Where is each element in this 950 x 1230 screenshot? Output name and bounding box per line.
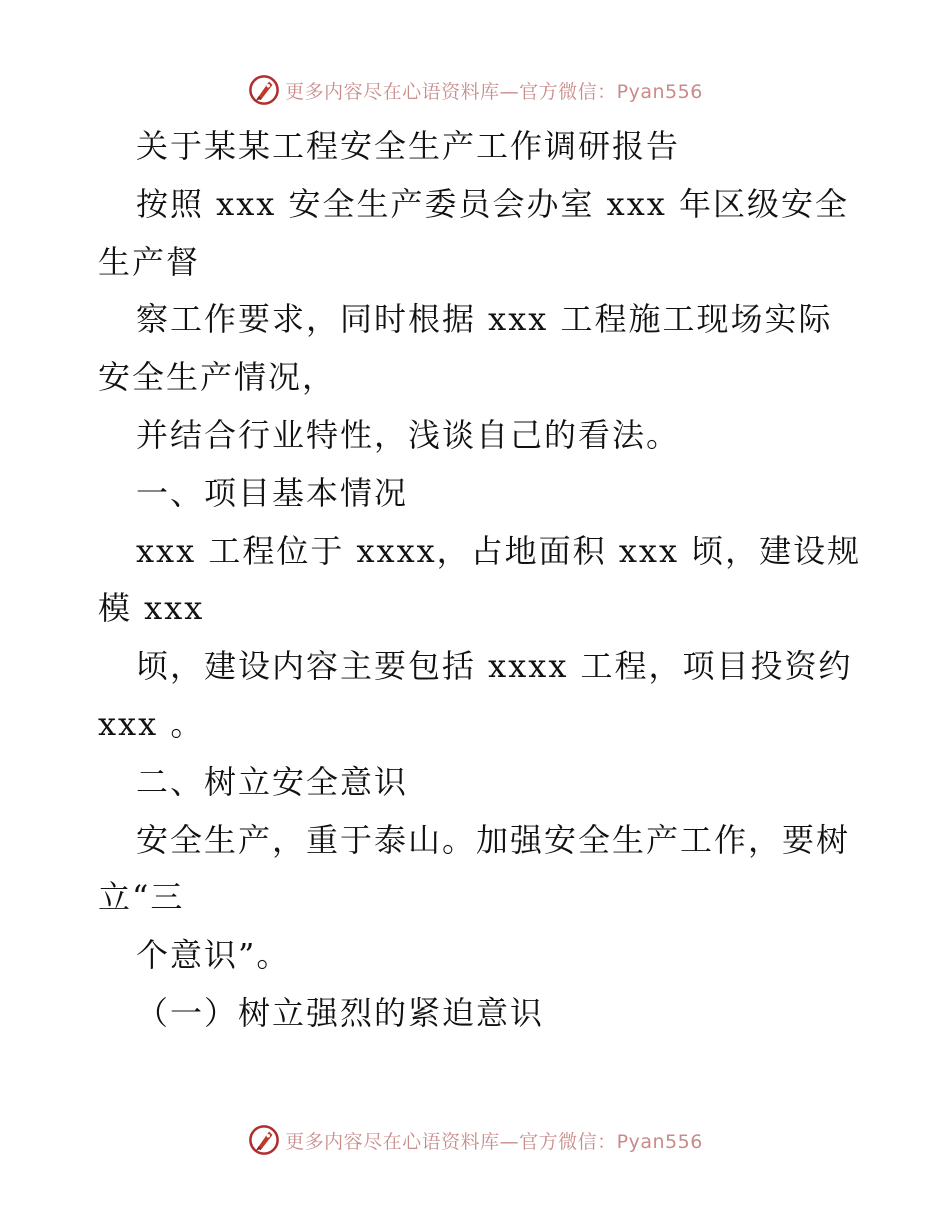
document-line: xxx 。 bbox=[98, 704, 205, 743]
document-line: xxx 工程位于 xxxx，占地面积 xxx 顷，建设规 bbox=[136, 531, 862, 570]
document-body bbox=[98, 118, 862, 1043]
pen-nib-logo-icon bbox=[247, 1123, 281, 1157]
document-line: 一、项目基本情况 bbox=[136, 473, 409, 512]
document-line: （一）树立强烈的紧迫意识 bbox=[136, 993, 545, 1032]
document-line: 顷，建设内容主要包括 xxxx 工程，项目投资约 bbox=[136, 647, 853, 686]
header-watermark-banner bbox=[0, 70, 950, 110]
document-line: 按照 xxx 安全生产委员会办室 xxx 年区级安全 bbox=[136, 184, 849, 223]
document-line: 模 xxx bbox=[98, 589, 205, 628]
document-line: 立“三 bbox=[98, 878, 185, 917]
document-line: 并结合行业特性，浅谈自己的看法。 bbox=[136, 415, 681, 454]
document-line: 安全生产，重于泰山。加强安全生产工作，要树 bbox=[136, 820, 851, 859]
document-line: 关于某某工程安全生产工作调研报告 bbox=[136, 127, 681, 165]
document-line: 二、树立安全意识 bbox=[136, 762, 409, 801]
pen-nib-logo-icon bbox=[247, 73, 281, 107]
footer-watermark-banner bbox=[0, 1120, 950, 1160]
document-line: 察工作要求，同时根据 xxx 工程施工现场实际 bbox=[136, 300, 833, 339]
document-line: 安全生产情况， bbox=[98, 358, 337, 397]
footer-watermark-text: 更多内容尽在心语资料库—官方微信：Pyan556 bbox=[285, 1130, 703, 1153]
document-line: 个意识”。 bbox=[136, 936, 291, 975]
header-watermark-text: 更多内容尽在心语资料库—官方微信：Pyan556 bbox=[285, 80, 703, 103]
document-line: 生产督 bbox=[98, 242, 201, 281]
